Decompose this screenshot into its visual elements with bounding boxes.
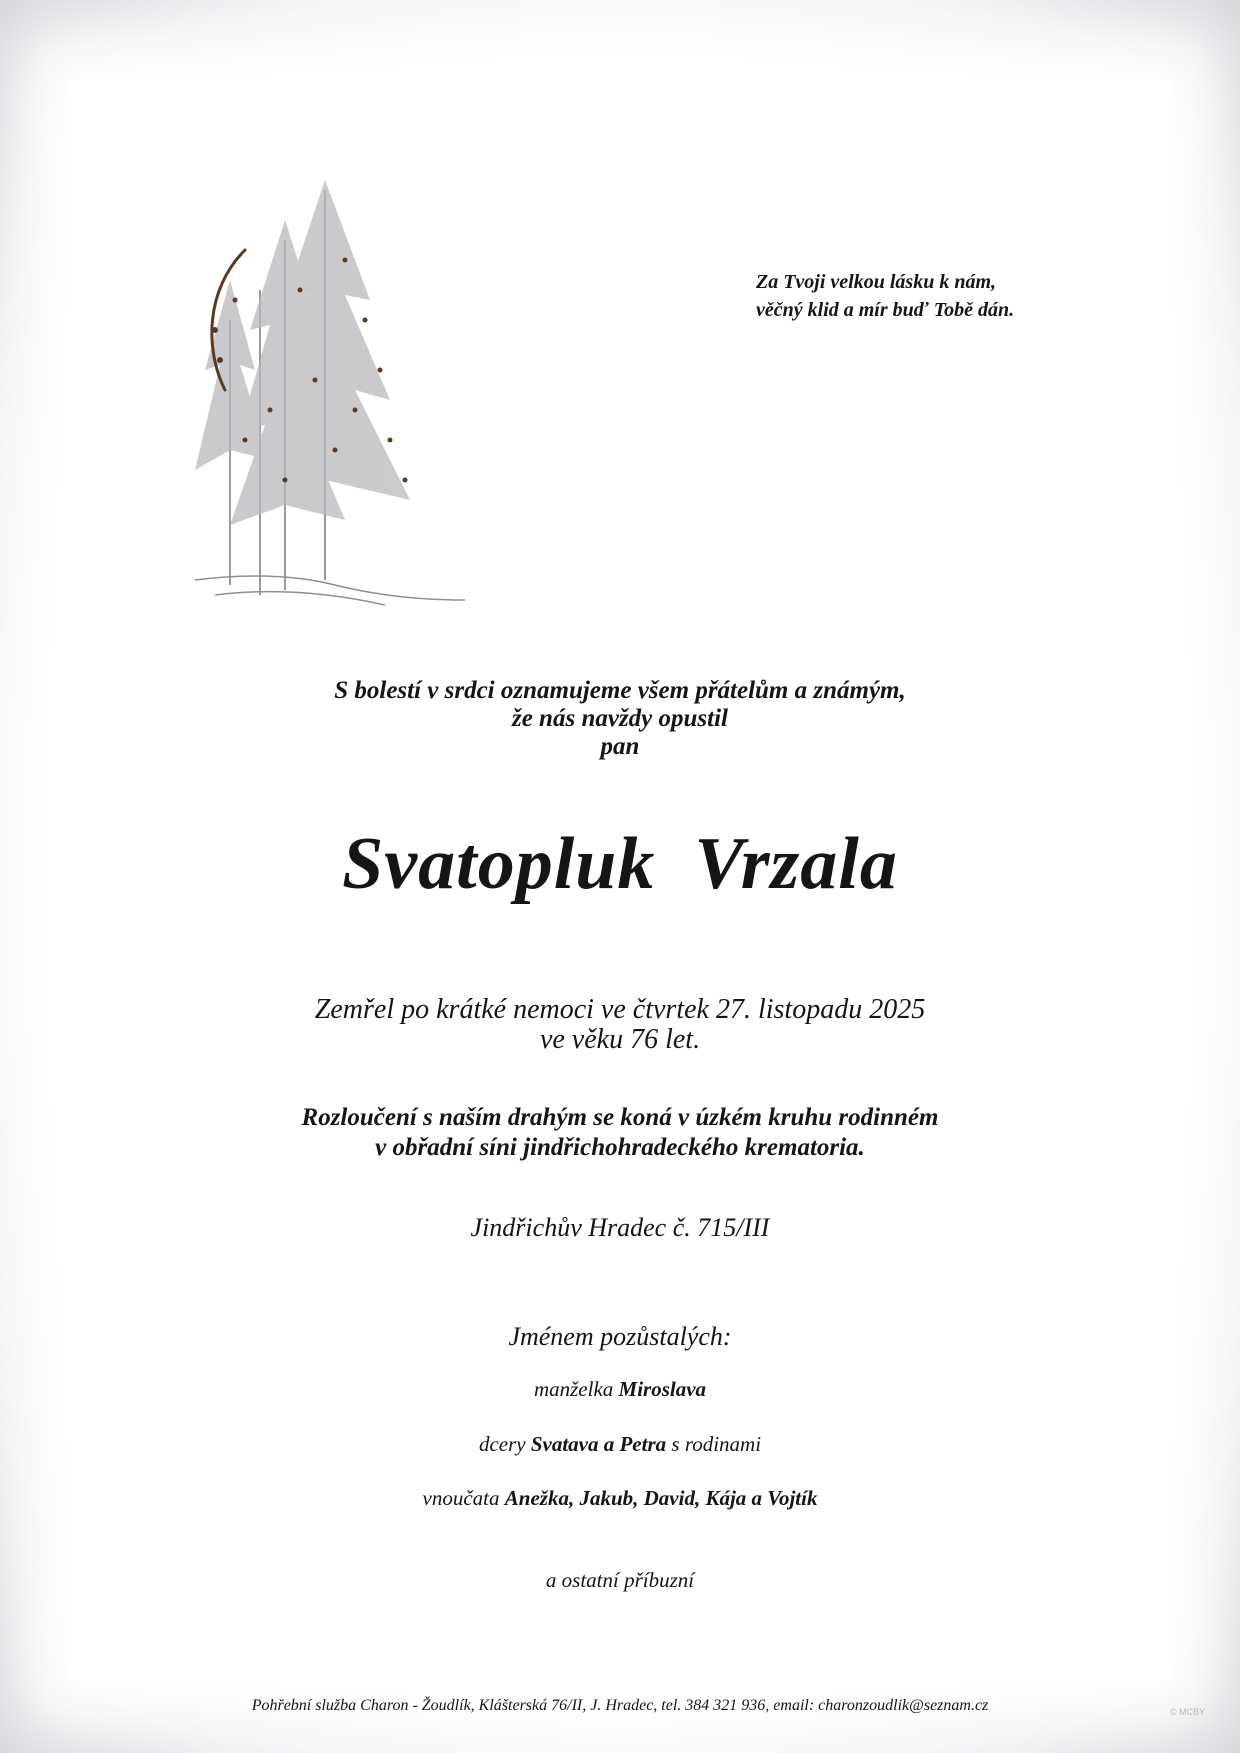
motto-line-2: věčný klid a mír buď Tobě dán.	[756, 299, 1015, 321]
funeral-service-footer: Pohřební služba Charon - Žoudlík, Klášterská 76/II, J. Hradec, tel. 384 321 936, email: charonzoudlik@seznam.cz	[251, 1697, 989, 1714]
announcement-line-3: pan	[600, 733, 640, 760]
announcement-line-1: S bolestí v srdci oznamujeme všem přátelům a známým,	[334, 677, 906, 704]
grandchildren-prefix: vnoučata	[422, 1486, 500, 1510]
death-line-2: ve věku 76 let.	[539, 1024, 701, 1055]
survivor-daughters	[0, 1432, 1240, 1457]
address: Jindřichův Hradec č. 715/III	[470, 1213, 770, 1242]
survivor-grandchildren	[0, 1486, 1240, 1511]
announcement-line-2: že nás navždy opustil	[511, 705, 728, 732]
corner-mark: © MCBY	[1170, 1707, 1206, 1717]
motto-line-1: Za Tvoji velkou lásku k nám,	[756, 271, 996, 293]
deceased-last-name: Vrzala	[694, 823, 898, 905]
survivor-others: a ostatní příbuzní	[545, 1568, 695, 1592]
trees-illustration	[175, 180, 475, 620]
death-line-1: Zemřel po krátké nemoci ve čtvrtek 27. listopadu 2025	[314, 994, 926, 1025]
farewell-line-2: v obřadní síni jindřichohradeckého krematoria.	[375, 1134, 865, 1161]
announcement	[0, 677, 1240, 761]
wife-prefix: manželka	[533, 1377, 614, 1401]
grandchildren-names: Anežka, Jakub, David, Kája a Vojtík	[504, 1486, 818, 1510]
motto	[756, 268, 1156, 324]
daughters-prefix: dcery	[478, 1432, 526, 1456]
daughters-names: Svatava a Petra	[530, 1432, 667, 1456]
survivors-heading: Jménem pozůstalých:	[508, 1322, 732, 1351]
deceased-name	[0, 822, 1240, 907]
deceased-first-name: Svatopluk	[342, 823, 656, 905]
wife-name: Miroslava	[618, 1377, 707, 1401]
farewell-line-1: Rozloučení s naším drahým se koná v úzkém kruhu rodinném	[301, 1104, 939, 1131]
farewell-notice	[0, 1103, 1240, 1163]
survivor-wife	[0, 1377, 1240, 1402]
death-notice	[0, 995, 1240, 1055]
daughters-suffix: s rodinami	[671, 1432, 762, 1456]
